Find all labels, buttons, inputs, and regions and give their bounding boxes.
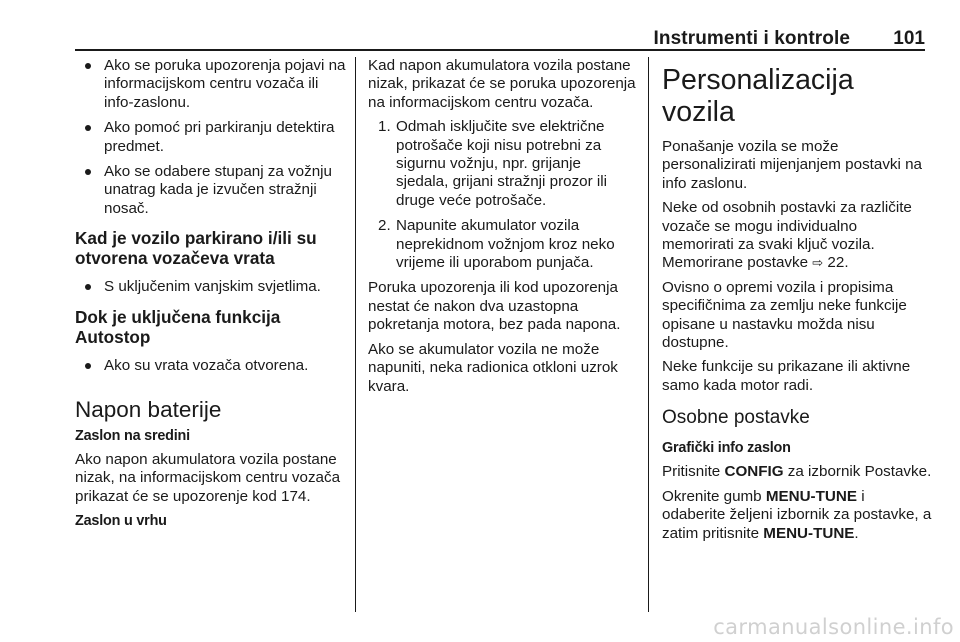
heading-parked: Kad je vozilo parkirano i/ili su otvorena vozačeva vrata [75,228,317,269]
text: . [854,524,859,542]
text: Pritisnite [662,463,721,481]
paragraph: Ako se akumulator vozila ne može napuniti, neka radionica otkloni uzrok kvara. [368,340,618,395]
step-text: Odmah isključite sve električne potrošače koji nisu potrebni za sigurnu vožnju, npr. grijanje sjedala, grijani stražnji prozor ili druge veće potrošače. [396,118,608,209]
section-title: Instrumenti i kontrole [653,28,850,49]
subheading-top-display: Zaslon u vrhu [75,513,167,530]
column-right [662,57,932,549]
list-item: Ako pomoć pri parkiranju detektira predmet. [75,119,347,156]
page-header [75,0,925,50]
paragraph: Ovisno o opremi vozila i propisima specifičnima za zemlju neke funkcije opisane u nastavku možda nisu dostupne. [662,278,907,352]
list-item [368,118,636,210]
paragraph-text: Neke od osobnih postavki za različite vozače se mogu individualno memorirati za svaki ključ vozila. Memorirane postavke [662,199,912,272]
bullet-list [75,57,347,218]
paragraph: Neke funkcije su prikazane ili aktivne samo kada motor radi. [662,358,911,394]
list-item: Ako su vrata vozača otvorena. [75,357,347,375]
subheading-center-display: Zaslon na sredini [75,428,190,445]
heading-personalization: Personalizacija vozila [662,64,854,128]
text: i odaberite željeni izbornik za postavke, a zatim pritisnite [662,487,932,542]
paragraph: Ponašanje vozila se može personalizirati mijenjanjem postavki na info zaslonu. [662,138,922,192]
button-label-config: CONFIG [724,463,784,481]
paragraph [662,488,932,543]
page-number: 101 [893,28,925,49]
heading-battery-voltage: Napon baterije [75,397,222,423]
step-text: Napunite akumulator vozila neprekidnom vožnjom kroz neko vrijeme ili uporabom punjača. [396,217,615,272]
paragraph: Kad napon akumulatora vozila postane nizak, prikazat će se poruka upozorenja na informacijskom centru vozača. [368,57,636,111]
paragraph: Ako napon akumulatora vozila postane nizak, na informacijskom centru vozača prikazat će se upozorenje kod 174. [75,451,341,505]
numbered-list [368,118,636,272]
watermark: carmanualsonline.info [713,615,954,639]
paragraph [662,463,932,481]
list-item: Ako se poruka upozorenja pojavi na informacijskom centru vozača ili info-zaslonu. [75,57,347,112]
text: Okrenite gumb [662,487,762,505]
step-number: 1. [378,118,391,136]
list-item: S uključenim vanjskim svjetlima. [75,278,347,296]
column-divider [355,57,356,612]
paragraph [662,199,932,273]
bullet-list [75,357,347,375]
button-label-menu-tune: MENU-TUNE [763,524,855,542]
text: za izbornik Postavke. [787,463,932,481]
bullet-list [75,278,347,296]
list-item [368,217,636,272]
page-reference-icon: ⇨ [812,255,824,271]
heading-autostop: Dok je uključena funkcija Autostop [75,306,281,347]
column-divider [648,57,649,612]
subheading-personal-settings: Osobne postavke [662,407,810,429]
header-rule [75,49,925,51]
list-item: Ako se odabere stupanj za vožnju unatrag kada je izvučen stražnji nosač. [75,163,347,218]
column-left [75,57,347,536]
step-number: 2. [378,217,391,235]
page-reference[interactable]: 22. [827,254,849,272]
button-label-menu-tune: MENU-TUNE [765,487,857,505]
minor-heading-graphic-display: Grafički info zaslon [662,440,791,457]
column-middle [368,57,636,402]
paragraph: Poruka upozorenja ili kod upozorenja nestat će nakon dva uzastopna pokretanja motora, bez pada napona. [368,279,621,334]
